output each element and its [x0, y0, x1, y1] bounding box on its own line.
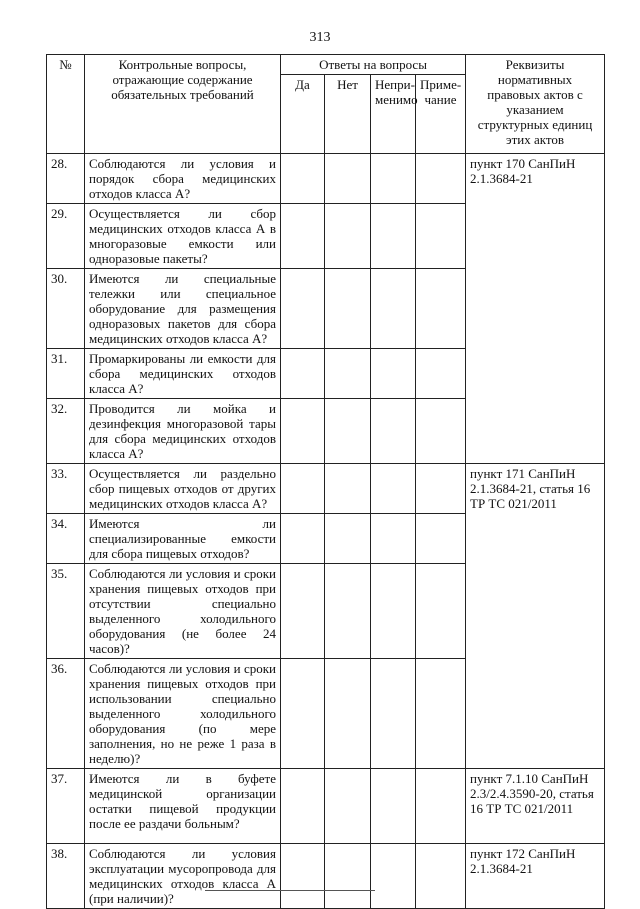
cell-yes [281, 349, 325, 399]
cell-note [416, 564, 466, 659]
requisite-cell: пункт 171 СанПиН 2.1.3684-21, статья 16 ТР ТС 021/2011 [466, 464, 605, 769]
cell-note [416, 464, 466, 514]
row-number: 35. [47, 564, 85, 659]
row-question: Соблюдаются ли условия и сроки хранения пищевых отходов при использовании специально выделенного холодильного оборудования (по мере заполнения, но не реже 1 раза в неделю)? [85, 659, 281, 769]
cell-not-applicable [371, 399, 416, 464]
cell-no [325, 154, 371, 204]
cell-no [325, 769, 371, 844]
cell-not-applicable [371, 564, 416, 659]
cell-no [325, 464, 371, 514]
header-not-applicable: Непри-менимо [371, 75, 416, 154]
cell-note [416, 844, 466, 909]
row-question: Осуществляется ли раздельно сбор пищевых отходов от других медицинских отходов класса А? [85, 464, 281, 514]
requisite-cell: пункт 7.1.10 СанПиН 2.3/2.4.3590-20, статья 16 ТР ТС 021/2011 [466, 769, 605, 844]
row-number: 38. [47, 844, 85, 909]
header-number: № [47, 55, 85, 154]
cell-yes [281, 769, 325, 844]
cell-yes [281, 514, 325, 564]
header-no: Нет [325, 75, 371, 154]
cell-no [325, 844, 371, 909]
cell-note [416, 514, 466, 564]
row-number: 30. [47, 269, 85, 349]
table-row [47, 844, 605, 909]
page-number: 313 [309, 30, 331, 45]
row-number: 34. [47, 514, 85, 564]
row-question: Соблюдаются ли условия и порядок сбора медицинских отходов класса А? [85, 154, 281, 204]
header-note: Приме-чание [416, 75, 466, 154]
cell-not-applicable [371, 269, 416, 349]
cell-no [325, 399, 371, 464]
cell-note [416, 269, 466, 349]
cell-yes [281, 844, 325, 909]
cell-note [416, 659, 466, 769]
cell-no [325, 204, 371, 269]
row-question: Промаркированы ли емкости для сбора медицинских отходов класса А? [85, 349, 281, 399]
row-question: Соблюдаются ли условия и сроки хранения пищевых отходов при отсутствии специально выделенного холодильного оборудования (не более 24 часов)? [85, 564, 281, 659]
row-number: 28. [47, 154, 85, 204]
cell-note [416, 154, 466, 204]
cell-no [325, 514, 371, 564]
row-number: 36. [47, 659, 85, 769]
row-question: Проводится ли мойка и дезинфекция многоразовой тары для сбора медицинских отходов класса А? [85, 399, 281, 464]
cell-not-applicable [371, 659, 416, 769]
cell-yes [281, 659, 325, 769]
cell-no [325, 349, 371, 399]
requisite-cell: пункт 170 СанПиН 2.1.3684-21 [466, 154, 605, 464]
row-question: Имеются ли специальные тележки или специальное оборудование для размещения одноразовых пакетов для сбора медицинских отходов класса А? [85, 269, 281, 349]
cell-not-applicable [371, 464, 416, 514]
row-question: Осуществляется ли сбор медицинских отходов класса А в многоразовые емкости или одноразовые пакеты? [85, 204, 281, 269]
footer-divider [205, 890, 375, 891]
cell-not-applicable [371, 349, 416, 399]
cell-no [325, 564, 371, 659]
table-row [47, 769, 605, 844]
row-number: 31. [47, 349, 85, 399]
cell-yes [281, 204, 325, 269]
cell-note [416, 769, 466, 844]
row-number: 33. [47, 464, 85, 514]
cell-note [416, 204, 466, 269]
table-row [47, 154, 605, 204]
cell-no [325, 659, 371, 769]
cell-not-applicable [371, 514, 416, 564]
cell-yes [281, 154, 325, 204]
cell-yes [281, 564, 325, 659]
requisite-cell: пункт 172 СанПиН 2.1.3684-21 [466, 844, 605, 909]
row-question: Имеются ли в буфете медицинской организации остатки пищевой продукции после ее раздачи больным? [85, 769, 281, 844]
cell-yes [281, 269, 325, 349]
header-questions: Контрольные вопросы, отражающие содержание обязательных требований [85, 55, 281, 154]
cell-note [416, 399, 466, 464]
checklist-table [46, 54, 605, 909]
cell-not-applicable [371, 204, 416, 269]
cell-not-applicable [371, 154, 416, 204]
row-question: Имеются ли специализированные емкости для сбора пищевых отходов? [85, 514, 281, 564]
table-row [47, 464, 605, 514]
row-number: 29. [47, 204, 85, 269]
header-answers: Ответы на вопросы [281, 55, 466, 75]
cell-not-applicable [371, 769, 416, 844]
header-requisites: Реквизиты нормативных правовых актов с указанием структурных единиц этих актов [466, 55, 605, 154]
row-number: 32. [47, 399, 85, 464]
row-question: Соблюдаются ли условия эксплуатации мусоропровода для медицинских отходов класса А (при наличии)? [85, 844, 281, 909]
header-yes: Да [281, 75, 325, 154]
cell-no [325, 269, 371, 349]
cell-yes [281, 464, 325, 514]
row-number: 37. [47, 769, 85, 844]
cell-yes [281, 399, 325, 464]
cell-note [416, 349, 466, 399]
cell-not-applicable [371, 844, 416, 909]
